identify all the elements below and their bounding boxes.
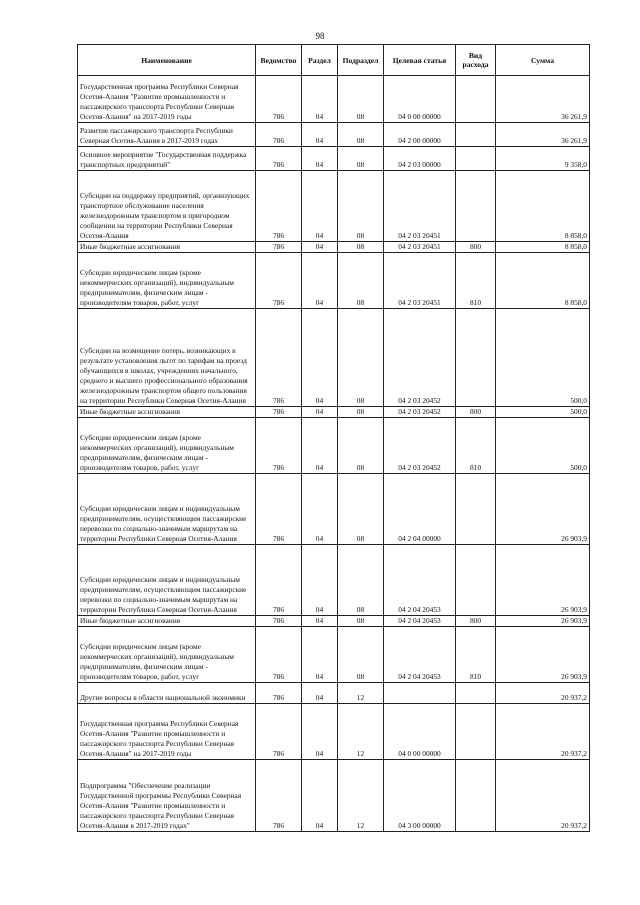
cell-name: Субсидии юридическим лицам и индивидуальным предпринимателям, осуществляющим пассажирские перевозки по социально-значимым маршрутам на территории Республики Северная Осетия-Алания: [78, 474, 256, 545]
header-row: [78, 45, 590, 76]
table-row: [78, 171, 590, 242]
cell-dept: 786: [256, 418, 302, 474]
table-row: [78, 627, 590, 683]
cell-dept: 786: [256, 545, 302, 616]
cell-subsection: 12: [338, 683, 384, 704]
cell-name: Субсидии юридическим лицам (кроме некоммерческих организаций), индивидуальным предпринимателям, физическим лицам - производителям товаров, работ, услуг: [78, 627, 256, 683]
table-row: [78, 253, 590, 309]
cell-subsection: 08: [338, 123, 384, 147]
cell-sum: 26 903,9: [496, 545, 590, 616]
cell-name: Субсидии на возмещение потерь, возникающих в результате установления льгот по тарифам на проезд обучающихся в школах, учреждениях начального, среднего и высшего профессионального образования железнодорожным транспортом общего пользования на территории Республики Северная Осетия-Алания: [78, 309, 256, 407]
header-section: Раздел: [302, 45, 338, 76]
cell-exptype: [456, 123, 496, 147]
cell-target: 04 2 03 20451: [384, 253, 456, 309]
cell-exptype: [456, 760, 496, 832]
cell-sum: 26 903,9: [496, 474, 590, 545]
cell-sum: 8 858,0: [496, 242, 590, 253]
table-row: [78, 474, 590, 545]
cell-dept: 786: [256, 309, 302, 407]
cell-subsection: 08: [338, 242, 384, 253]
cell-section: 04: [302, 147, 338, 171]
cell-target: 04 2 03 20452: [384, 418, 456, 474]
cell-sum: 8 858,0: [496, 171, 590, 242]
cell-name: Другие вопросы в области национальной экономики: [78, 683, 256, 704]
cell-target: 04 2 03 20451: [384, 171, 456, 242]
cell-name: Субсидии юридическим лицам (кроме некоммерческих организаций), индивидуальным предпринимателям, физическим лицам - производителям товаров, работ, услуг: [78, 253, 256, 309]
table-row: [78, 760, 590, 832]
cell-section: 04: [302, 418, 338, 474]
cell-dept: 786: [256, 253, 302, 309]
cell-exptype: [456, 309, 496, 407]
cell-sum: 26 903,9: [496, 616, 590, 627]
cell-name: Иные бюджетные ассигнования: [78, 242, 256, 253]
header-sum: Сумма: [496, 45, 590, 76]
cell-dept: 786: [256, 407, 302, 418]
cell-section: 04: [302, 253, 338, 309]
header-name: Наименование: [78, 45, 256, 76]
cell-section: 04: [302, 171, 338, 242]
cell-section: 04: [302, 627, 338, 683]
cell-name: Иные бюджетные ассигнования: [78, 616, 256, 627]
cell-sum: 500,0: [496, 407, 590, 418]
cell-subsection: 12: [338, 704, 384, 760]
cell-dept: 786: [256, 683, 302, 704]
cell-target: 04 2 03 20451: [384, 242, 456, 253]
cell-sum: 36 261,9: [496, 123, 590, 147]
cell-sum: 20 937,2: [496, 704, 590, 760]
table-row: [78, 407, 590, 418]
cell-dept: 786: [256, 76, 302, 123]
cell-subsection: 12: [338, 760, 384, 832]
cell-name: Развитие пассажирского транспорта Республики Северная Осетия-Алания в 2017-2019 годах: [78, 123, 256, 147]
header-dept: Ведомство: [256, 45, 302, 76]
cell-subsection: 08: [338, 627, 384, 683]
cell-exptype: 800: [456, 407, 496, 418]
cell-subsection: 08: [338, 474, 384, 545]
cell-sum: 8 858,0: [496, 253, 590, 309]
cell-target: 04 2 04 20453: [384, 627, 456, 683]
cell-exptype: 810: [456, 253, 496, 309]
cell-name: Государственная программа Республики Северная Осетия-Алания "Развитие промышленности и пассажирского транспорта Республики Северная Осетия-Алания" на 2017-2019 годы: [78, 76, 256, 123]
cell-dept: 786: [256, 627, 302, 683]
cell-section: 04: [302, 760, 338, 832]
cell-section: 04: [302, 309, 338, 407]
cell-exptype: [456, 171, 496, 242]
cell-dept: 786: [256, 616, 302, 627]
cell-section: 04: [302, 242, 338, 253]
cell-exptype: 800: [456, 242, 496, 253]
cell-exptype: [456, 76, 496, 123]
cell-sum: 26 903,9: [496, 627, 590, 683]
cell-target: 04 0 00 00000: [384, 704, 456, 760]
cell-name: Основное мероприятие "Государственная поддержка транспортных предприятий": [78, 147, 256, 171]
header-subsection: Подраздел: [338, 45, 384, 76]
cell-section: 04: [302, 683, 338, 704]
cell-exptype: [456, 704, 496, 760]
table-row: [78, 545, 590, 616]
cell-target: 04 2 03 20452: [384, 309, 456, 407]
cell-sum: 9 358,0: [496, 147, 590, 171]
cell-section: 04: [302, 474, 338, 545]
header-exptype: Вид расхода: [456, 45, 496, 76]
cell-section: 04: [302, 123, 338, 147]
cell-exptype: 810: [456, 627, 496, 683]
page-number: 98: [315, 31, 325, 41]
header-target: Целевая статья: [384, 45, 456, 76]
cell-name: Субсидии юридическим лицам и индивидуальным предпринимателям, осуществляющим пассажирские перевозки по социально-значимым маршрутам на территории Республики Северная Осетия-Алания: [78, 545, 256, 616]
cell-subsection: 08: [338, 418, 384, 474]
cell-section: 04: [302, 545, 338, 616]
cell-target: 04 0 00 00000: [384, 76, 456, 123]
cell-name: Субсидии юридическим лицам (кроме некоммерческих организаций), индивидуальным предпринимателям, физическим лицам - производителям товаров, работ, услуг: [78, 418, 256, 474]
cell-sum: 20 937,2: [496, 683, 590, 704]
cell-dept: 786: [256, 171, 302, 242]
cell-exptype: 810: [456, 418, 496, 474]
cell-target: 04 2 04 20453: [384, 545, 456, 616]
table-row: [78, 616, 590, 627]
table-row: [78, 704, 590, 760]
cell-section: 04: [302, 407, 338, 418]
cell-name: Государственная программа Республики Северная Осетия-Алания "Развитие промышленности и пассажирского транспорта Республики Северная Осетия-Алания" на 2017-2019 годы: [78, 704, 256, 760]
cell-name: Субсидии на поддержку предприятий, организующих транспортное обслуживание населения железнодорожным транспортом в пригородном сообщении на территории Республики Северная Осетия-Алания: [78, 171, 256, 242]
cell-subsection: 08: [338, 253, 384, 309]
table-row: [78, 123, 590, 147]
cell-dept: 786: [256, 242, 302, 253]
cell-target: 04 2 03 00000: [384, 147, 456, 171]
cell-sum: 500,0: [496, 309, 590, 407]
cell-name: Подпрограмма "Обеспечение реализации Государственной программы Республики Северная Осетия-Алания "Развитие промышленности и пассажирского транспорта Республики Северная Осетия-Алания в 2017-2019 годах": [78, 760, 256, 832]
cell-section: 04: [302, 704, 338, 760]
cell-subsection: 08: [338, 616, 384, 627]
cell-dept: 786: [256, 760, 302, 832]
table-row: [78, 147, 590, 171]
cell-subsection: 08: [338, 76, 384, 123]
table-row: [78, 242, 590, 253]
cell-exptype: [456, 147, 496, 171]
cell-dept: 786: [256, 474, 302, 545]
cell-target: 04 2 04 00000: [384, 474, 456, 545]
table-body: [78, 76, 590, 832]
cell-subsection: 08: [338, 147, 384, 171]
cell-dept: 786: [256, 704, 302, 760]
cell-subsection: 08: [338, 545, 384, 616]
cell-section: 04: [302, 76, 338, 123]
cell-subsection: 08: [338, 171, 384, 242]
cell-subsection: 08: [338, 309, 384, 407]
budget-table: [77, 44, 590, 832]
cell-target: [384, 683, 456, 704]
cell-dept: 786: [256, 123, 302, 147]
cell-exptype: [456, 474, 496, 545]
cell-target: 04 3 00 00000: [384, 760, 456, 832]
table-row: [78, 418, 590, 474]
cell-exptype: [456, 545, 496, 616]
cell-sum: 36 261,9: [496, 76, 590, 123]
cell-section: 04: [302, 616, 338, 627]
cell-sum: 20 937,2: [496, 760, 590, 832]
cell-exptype: 800: [456, 616, 496, 627]
cell-sum: 500,0: [496, 418, 590, 474]
cell-dept: 786: [256, 147, 302, 171]
cell-exptype: [456, 683, 496, 704]
cell-name: Иные бюджетные ассигнования: [78, 407, 256, 418]
table-row: [78, 683, 590, 704]
cell-target: 04 2 00 00000: [384, 123, 456, 147]
cell-subsection: 08: [338, 407, 384, 418]
table-row: [78, 76, 590, 123]
table-row: [78, 309, 590, 407]
cell-target: 04 2 04 20453: [384, 616, 456, 627]
cell-target: 04 2 03 20452: [384, 407, 456, 418]
